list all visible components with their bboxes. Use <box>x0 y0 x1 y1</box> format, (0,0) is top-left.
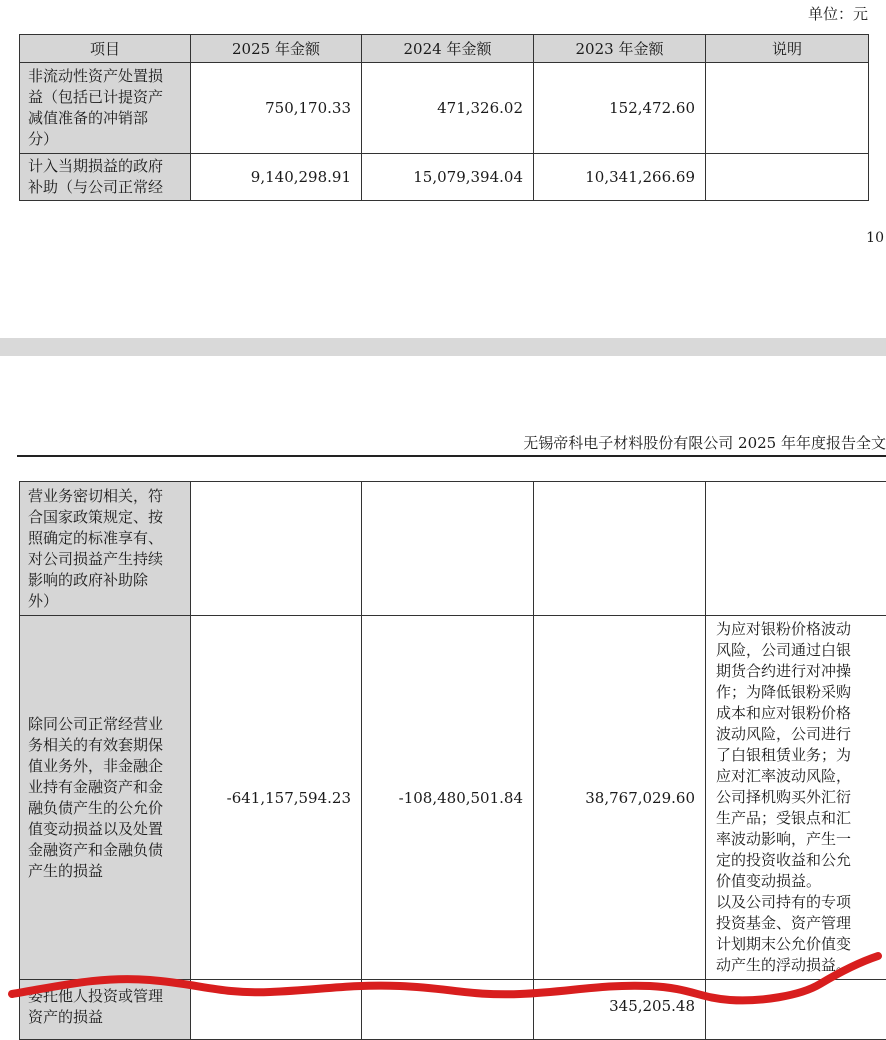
row-item-label: 非流动性资产处置损 益（包括已计提资产 减值准备的冲销部 分） <box>20 63 191 154</box>
amount-2023: 38,767,029.60 <box>534 616 706 980</box>
header-note: 说明 <box>706 35 869 63</box>
row-note <box>706 154 869 201</box>
page-separator <box>0 338 886 356</box>
header-2023: 2023 年金额 <box>534 35 706 63</box>
table-row <box>20 616 886 980</box>
table-row <box>20 980 886 1040</box>
amount-2025: 750,170.33 <box>191 63 362 154</box>
row-note <box>706 980 886 1040</box>
amount-2023 <box>534 482 706 616</box>
table-row <box>20 154 869 201</box>
non-recurring-items-table-bottom <box>19 481 886 1040</box>
amount-2024 <box>362 482 534 616</box>
header-2025: 2025 年金额 <box>191 35 362 63</box>
amount-2024 <box>362 980 534 1040</box>
page-number: 10 <box>866 230 884 246</box>
row-note <box>706 482 886 616</box>
table-header-row <box>20 35 869 63</box>
amount-2024: -108,480,501.84 <box>362 616 534 980</box>
amount-2025: 9,140,298.91 <box>191 154 362 201</box>
unit-label: 单位：元 <box>808 3 868 24</box>
row-item-label: 计入当期损益的政府 补助（与公司正常经 <box>20 154 191 201</box>
amount-2024: 471,326.02 <box>362 63 534 154</box>
amount-2023: 10,341,266.69 <box>534 154 706 201</box>
header-rule <box>17 455 886 457</box>
header-2024: 2024 年金额 <box>362 35 534 63</box>
row-note <box>706 63 869 154</box>
table-row <box>20 63 869 154</box>
amount-2023: 345,205.48 <box>534 980 706 1040</box>
row-item-label: 营业务密切相关，符 合国家政策规定、按 照确定的标准享有、 对公司损益产生持续 影响的政府补助除 外） <box>20 482 191 616</box>
amount-2024: 15,079,394.04 <box>362 154 534 201</box>
table-row <box>20 482 886 616</box>
amount-2025: -641,157,594.23 <box>191 616 362 980</box>
amount-2023: 152,472.60 <box>534 63 706 154</box>
row-item-label: 除同公司正常经营业 务相关的有效套期保 值业务外，非金融企 业持有金融资产和金 融负债产生的公允价 值变动损益以及处置 金融资产和金融负债 产生的损益 <box>20 616 191 980</box>
amount-2025 <box>191 980 362 1040</box>
header-item: 项目 <box>20 35 191 63</box>
amount-2025 <box>191 482 362 616</box>
row-item-label: 委托他人投资或管理 资产的损益 <box>20 980 191 1040</box>
document-header: 无锡帝科电子材料股份有限公司 2025 年年度报告全文 <box>523 432 886 453</box>
row-note: 为应对银粉价格波动 风险，公司通过白银 期货合约进行对冲操 作；为降低银粉采购 成本和应对银粉价格 波动风险，公司进行 了白银租赁业务；为 应对汇率波动风险， 公司择机购买外汇衍 生产品；受银点和汇 率波动影响，产生一 定的投资收益和公允 价值变动损益。 以及公司持有的专项 投资基金、资产管理 计划期末公允价值变 动产生的浮动损益。 <box>706 616 886 980</box>
non-recurring-items-table-top <box>19 34 869 201</box>
